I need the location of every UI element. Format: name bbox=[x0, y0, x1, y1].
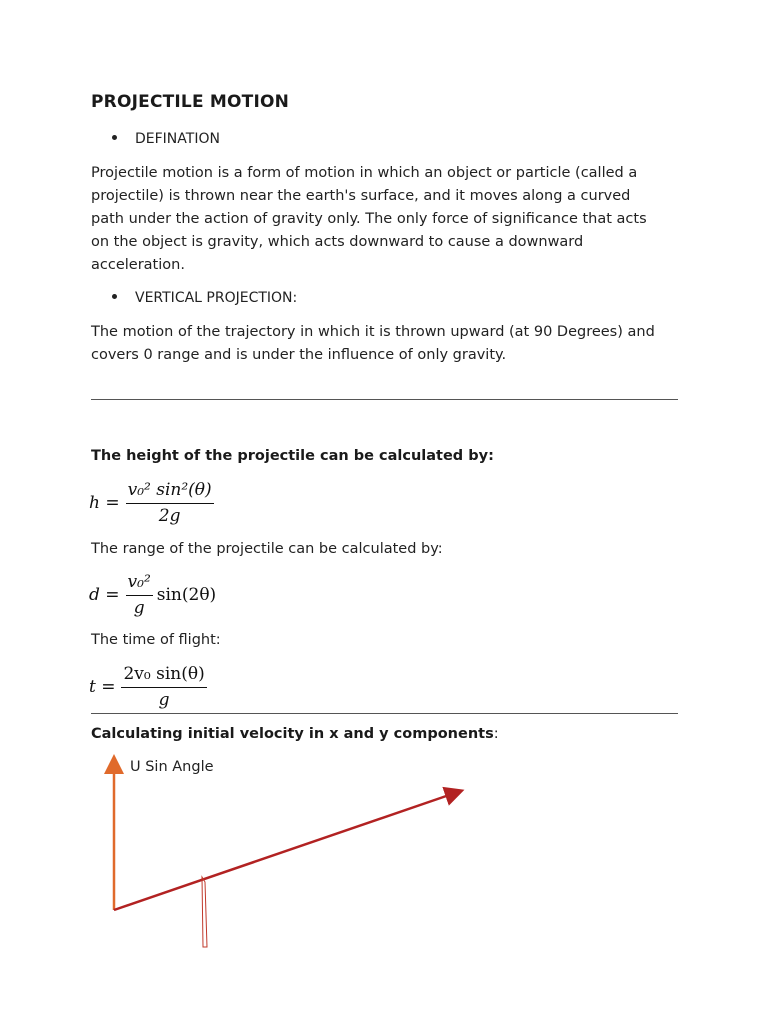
time-label: The time of flight: bbox=[91, 632, 221, 648]
range-label: The range of the projectile can be calculated by: bbox=[91, 541, 443, 557]
definition-line: projectile) is thrown near the earth's surface, and it moves along a curved bbox=[91, 188, 631, 204]
velocity-heading-colon: : bbox=[493, 726, 499, 742]
definition-line: path under the action of gravity only. The only force of significance that acts bbox=[91, 211, 647, 227]
vertical-component-label: U Sin Angle bbox=[130, 759, 214, 775]
page-title: PROJECTILE MOTION bbox=[91, 92, 290, 112]
time-numerator: 2v₀ sin(θ) bbox=[121, 664, 206, 688]
bullet-vertical-label: VERTICAL PROJECTION: bbox=[135, 290, 298, 306]
time-denominator: g bbox=[158, 690, 170, 710]
angle-marker bbox=[202, 877, 207, 947]
definition-line: Projectile motion is a form of motion in which an object or particle (called a bbox=[91, 165, 638, 181]
diagonal-arrow bbox=[114, 793, 455, 910]
velocity-heading-text: Calculating initial velocity in x and y components bbox=[91, 726, 494, 742]
range-numerator: v₀² bbox=[126, 572, 153, 596]
vertical-line: The motion of the trajectory in which it is thrown upward (at 90 Degrees) and bbox=[91, 324, 655, 340]
definition-line: on the object is gravity, which acts downward to cause a downward bbox=[91, 234, 584, 250]
vertical-line: covers 0 range and is under the influence of only gravity. bbox=[91, 347, 507, 363]
height-lhs: h = bbox=[89, 493, 120, 513]
height-denominator: 2g bbox=[158, 506, 181, 526]
range-denominator: g bbox=[133, 598, 145, 618]
height-numerator: v₀² sin²(θ) bbox=[126, 480, 214, 504]
bullet-definition-label: DEFINATION bbox=[135, 131, 220, 147]
height-label: The height of the projectile can be calculated by: bbox=[91, 448, 494, 464]
time-lhs: t = bbox=[89, 677, 116, 697]
range-rhs: sin(2θ) bbox=[156, 585, 217, 605]
definition-line: acceleration. bbox=[91, 257, 185, 273]
range-lhs: d = bbox=[89, 585, 120, 605]
